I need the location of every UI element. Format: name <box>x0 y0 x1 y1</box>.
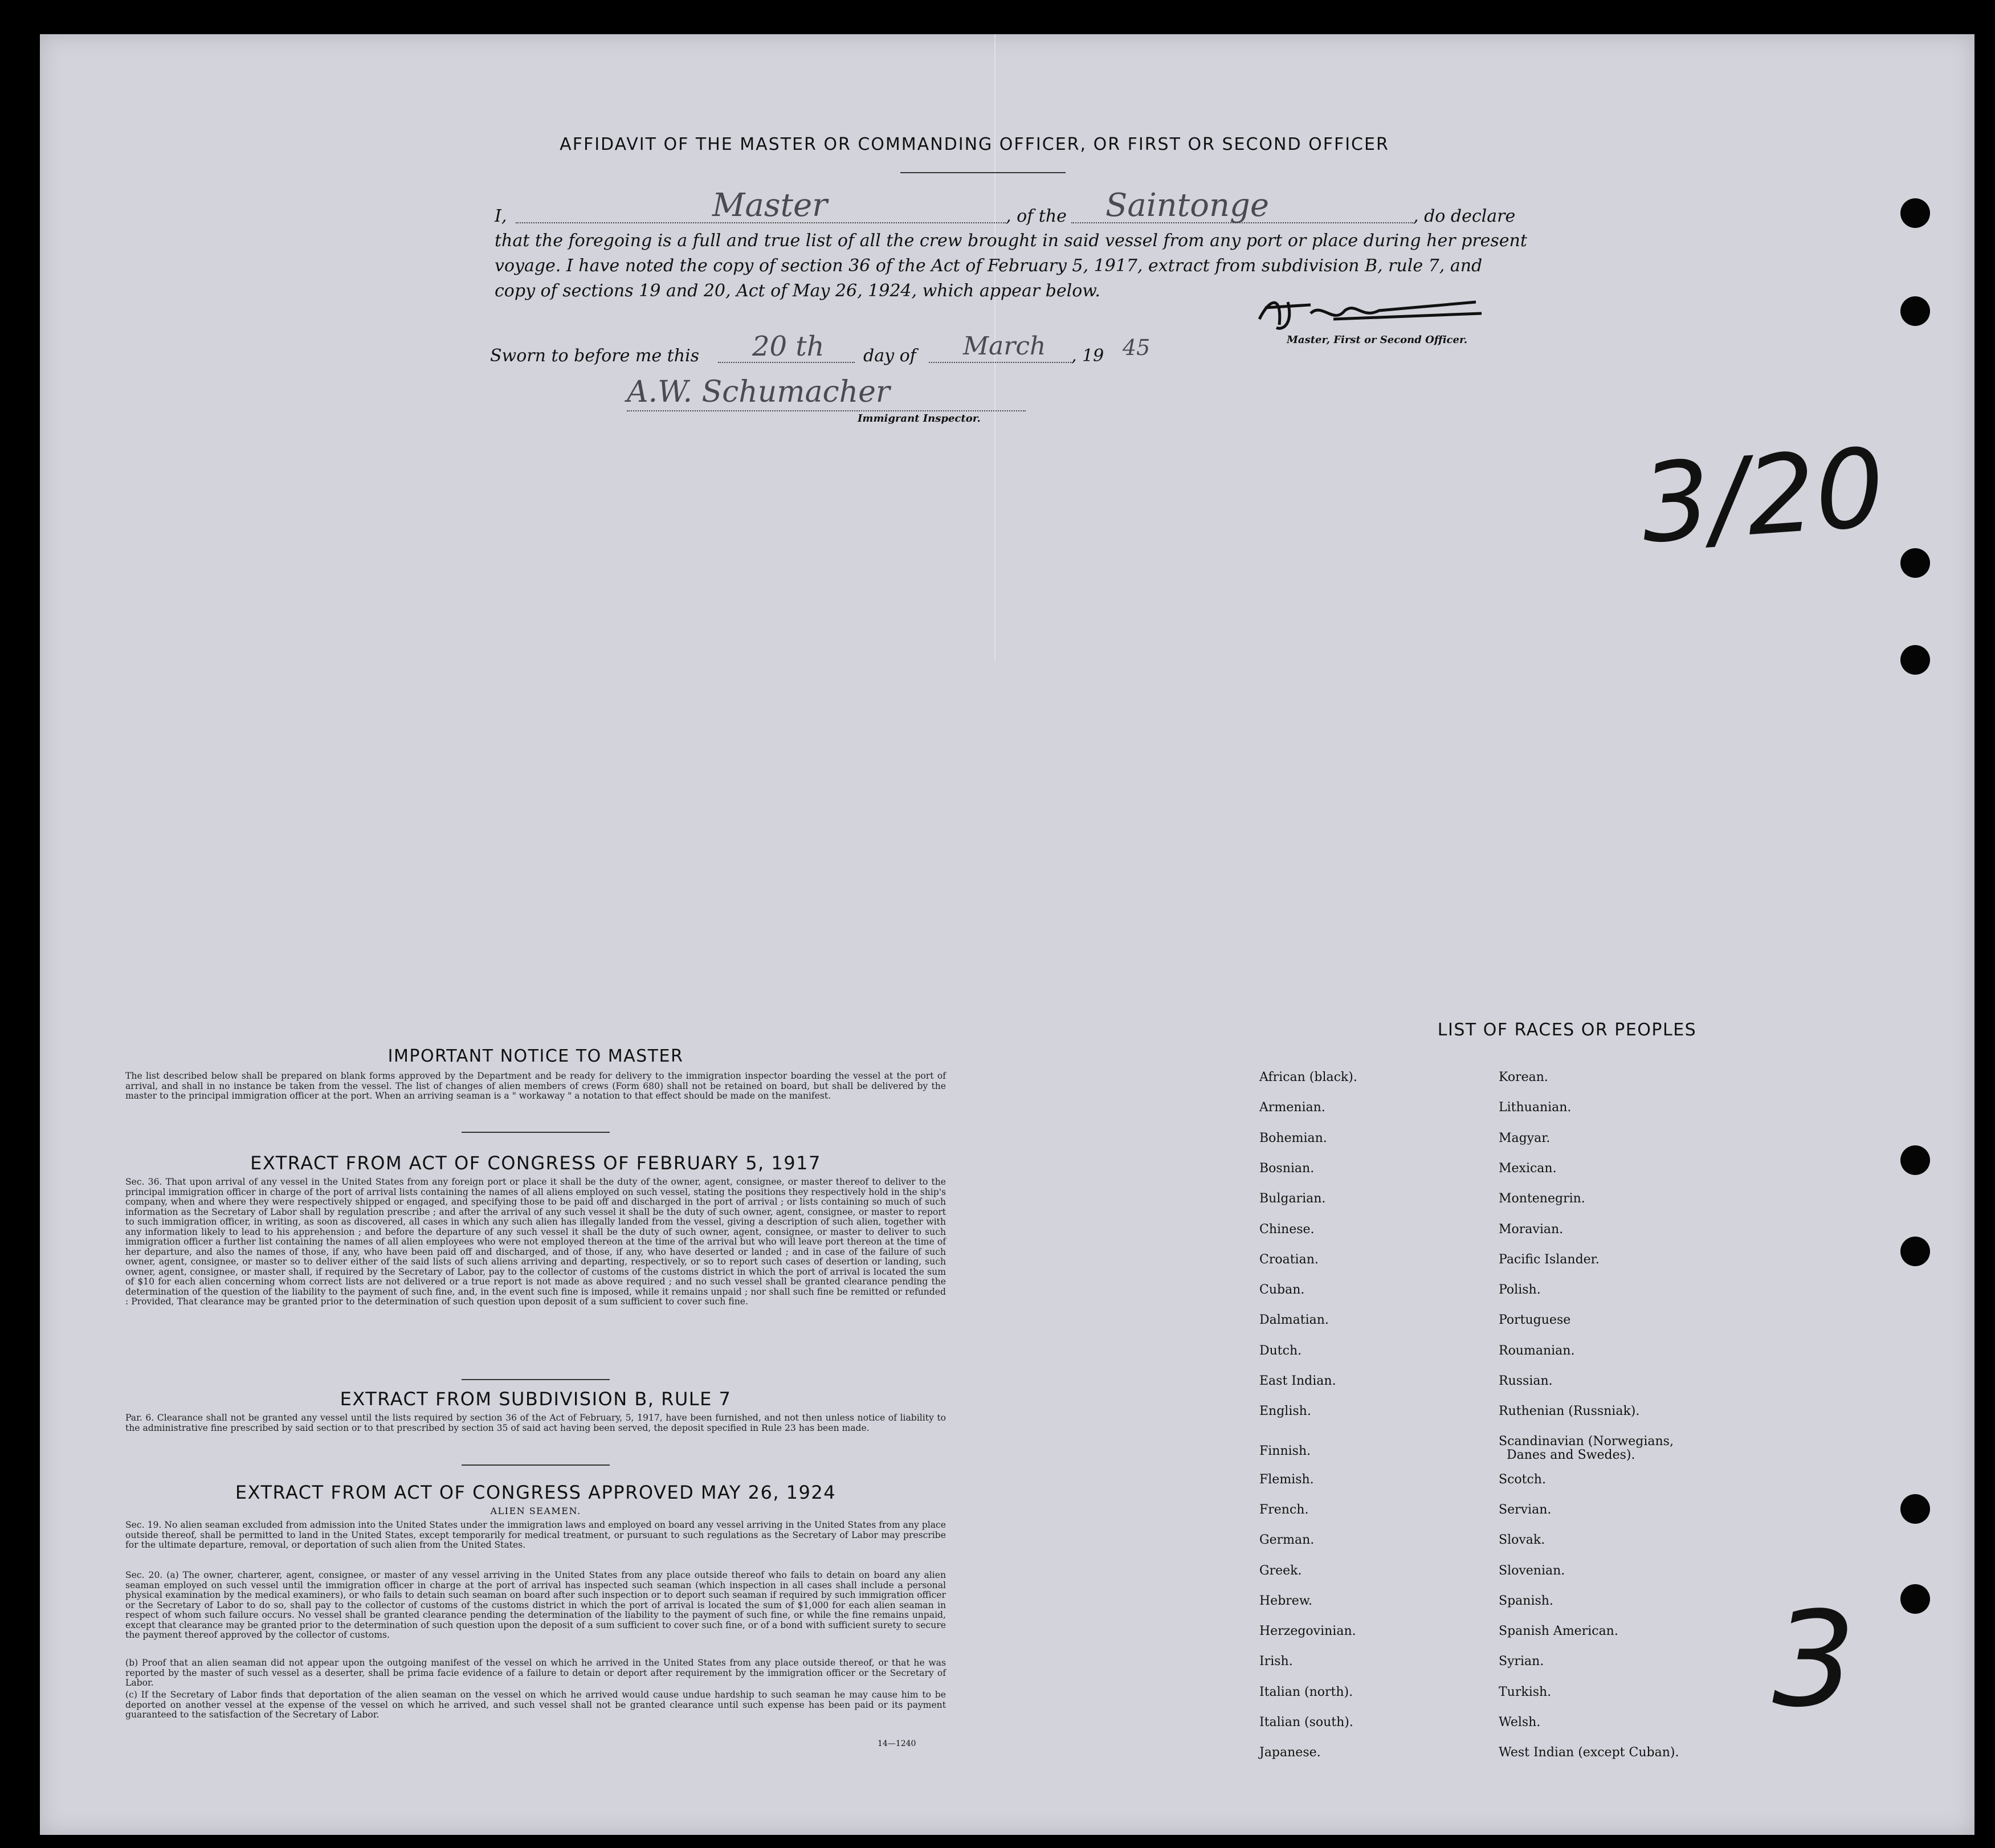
race-right-item: Lithuanian. <box>1499 1100 1572 1115</box>
race-right-item: Mexican. <box>1499 1161 1557 1176</box>
race-right-item: Moravian. <box>1499 1222 1564 1237</box>
race-left-item: Croatian. <box>1259 1252 1319 1267</box>
race-right-item: Magyar. <box>1499 1131 1551 1145</box>
handwritten-day: 20 th <box>752 331 825 362</box>
race-right-item: Roumanian. <box>1499 1343 1575 1358</box>
notice-text: The list described below shall be prepared on blank forms approved by the Department and be ready for delivery to the immigration inspector boarding the vessel at the port of arrival, and shall in no instance be taken from the vessel. The list of changes of alien members of crews (Form 680) shall not be retained on board, but shall be delivered by the master to the principal immigration officer at the port. When an arriving seaman is a " workaway " a notation to that effect should be made on the manifest. <box>125 1071 946 1101</box>
sworn-year-prefix: , 19 <box>1071 346 1104 366</box>
extract-1917-text: Sec. 36. That upon arrival of any vessel in the United States from any foreign port or place it shall be the duty of the owner, agent, consignee, or master thereof to deliver to the principal immigration officer in charge of the port of arrival lists containing the names of all aliens employed on such vessel, stating the positions they respectively hold in the ship's company, when and where they were respectively shipped or engaged, and specifying those to be paid off and discharged in the port of arrival ; or lists containing so much of such information as the Secretary of Labor shall by regulation prescribe ; and after the arrival of any such vessel it shall be the duty of such owner, agent, consignee, or master to report to such immigration officer, in writing, as soon as discovered, all cases in which any such alien has illegally landed from the vessel, giving a description of such alien, together with any information likely to lead to his apprehension ; and before the departure of any such vessel it shall be the duty of such owner, agent, consignee, or master to deliver to such immigration officer a further list containing the names of all alien employees who were not employed thereon at the time of the arrival but who will leave port thereon at the time of her departure, and also the names of those, if any, who have been paid off and discharged, and of those, if any, who have deserted or landed ; and in case of the failure of such owner, agent, consignee, or master so to deliver either of the said lists of such aliens arriving and departing, respectively, or so to report such cases of desertion or landing, such owner, agent, consignee, or master shall, if required by the Secretary of Labor, pay to the collector of customs of the customs district in which the port of arrival is located the sum of $10 for each alien concerning whom correct lists are not delivered or a true report is not made as above required ; and no such vessel shall be granted clearance pending the determination of the question of the liability to the payment of such fine, and, in the event such fine is imposed, while it remains unpaid ; nor shall such fine be remitted or refunded : Provided, That clearance may be granted prior to the determination of such question upon deposit of a sum sufficient to cover such fine. <box>125 1177 946 1307</box>
race-left-item: Japanese. <box>1259 1745 1321 1760</box>
race-left-item: Finnish. <box>1259 1444 1311 1459</box>
race-left-item: East Indian. <box>1259 1374 1336 1388</box>
extract-1924-sec20a: Sec. 20. (a) The owner, charterer, agent, consignee, or master of any vessel arriving in the United States from any place outside thereof who fails to detain on board any alien seaman employed on such vessel until the immigration officer in charge at the port of arrival has inspected such seaman (which inspection in all cases shall include a personal physical examination by the medical examiners), or who fails to detain such seaman on board after such inspection or to deport such seaman if required by such immigration officer or the Secretary of Labor to do so, shall pay to the collector of customs of the customs district in which the port of arrival is located the sum of $1,000 for each alien seaman in respect of whom such failure occurs. No vessel shall be granted clearance pending the determination of the liability to the payment of such fine, or while the fine remains unpaid, except that clearance may be granted prior to the determination of such question upon the deposit of a sum sufficient to cover such fine, or of a bond with sufficient surety to secure the payment thereof approved by the collector of customs. <box>125 1570 946 1640</box>
race-left-item: German. <box>1259 1533 1315 1548</box>
race-right-item: Scotch. <box>1499 1472 1546 1487</box>
binding-hole <box>1900 548 1930 578</box>
race-right-item: Spanish. <box>1499 1593 1553 1608</box>
race-left-item: Italian (north). <box>1259 1684 1353 1699</box>
notice-divider <box>462 1132 610 1133</box>
race-left-item: French. <box>1259 1502 1309 1517</box>
race-left-item: Chinese. <box>1259 1222 1315 1237</box>
declaration-line-3: voyage. I have noted the copy of section 36 of the Act of February 5, 1917, extract from subdivision B, rule 7, and <box>495 256 1483 276</box>
binding-hole <box>1900 296 1930 326</box>
races-title: LIST OF RACES OR PEOPLES <box>1437 1020 1697 1040</box>
race-left-item: Cuban. <box>1259 1283 1305 1298</box>
extract-1924-subtitle: ALIEN SEAMEN. <box>490 1506 581 1516</box>
race-right-item: West Indian (except Cuban). <box>1499 1745 1679 1760</box>
extract-rule7-divider <box>462 1464 610 1466</box>
extract-1924-sec20b: (b) Proof that an alien seaman did not appear upon the outgoing manifest of the vessel on which he arrived in the United States from any place outside thereof, or that he was reported by the master of such vessel as a deserter, shall be prima facie evidence of a failure to detain or deport after requirement by the immigration officer or the Secretary of Labor. <box>125 1658 946 1688</box>
title-divider <box>900 172 1066 173</box>
binding-hole <box>1900 198 1930 228</box>
affidavit-title: AFFIDAVIT OF THE MASTER OR COMMANDING OFFICER, OR FIRST OR SECOND OFFICER <box>560 134 1389 154</box>
extract-rule7-title: EXTRACT FROM SUBDIVISION B, RULE 7 <box>340 1388 732 1410</box>
handwritten-inspector: A.W. Schumacher <box>627 375 890 409</box>
extract-rule7-text: Par. 6. Clearance shall not be granted any vessel until the lists required by section 36 of the Act of February, 5, 1917, have been furnished, and not then unless notice of liability to the administrative fine prescribed by said section or to that prescribed by section 35 of said act having been served, the deposit specified in Rule 23 has been made. <box>125 1413 946 1433</box>
extract-1917-divider <box>462 1379 610 1380</box>
race-left-item: Herzegovinian. <box>1259 1624 1356 1639</box>
race-right-item: Servian. <box>1499 1502 1552 1517</box>
inspector-blank <box>627 410 1026 411</box>
notice-title: IMPORTANT NOTICE TO MASTER <box>387 1046 684 1066</box>
race-left-item: Bulgarian. <box>1259 1192 1326 1206</box>
race-left-item: African (black). <box>1259 1070 1357 1084</box>
form-number: 14—1240 <box>878 1739 916 1748</box>
binding-hole <box>1900 1584 1930 1614</box>
binding-hole <box>1900 1237 1930 1266</box>
race-right-item: Pacific Islander. <box>1499 1252 1600 1267</box>
handwritten-vessel: Saintonge <box>1105 187 1269 224</box>
master-signature <box>1248 285 1487 342</box>
race-right-item: Welsh. <box>1499 1715 1541 1729</box>
binding-hole <box>1900 1145 1930 1175</box>
race-right-item: Ruthenian (Russniak). <box>1499 1404 1640 1419</box>
signature-caption: Master, First or Second Officer. <box>1287 334 1468 346</box>
race-left-item: Dutch. <box>1259 1343 1302 1358</box>
declaration-suffix: , do declare <box>1413 206 1516 226</box>
race-right-item: Portuguese <box>1499 1313 1571 1328</box>
extract-1924-sec19: Sec. 19. No alien seaman excluded from admission into the United States under the immigration laws and employed on board any vessel arriving in the United States from any place outside thereof, shall be permitted to land in the United States, except temporarily for medical treatment, or pursuant to such regulations as the Secretary of Labor may prescribe for the ultimate departure, removal, or deportation of such alien from the United States. <box>125 1520 946 1550</box>
declaration-mid: , of the <box>1006 206 1067 226</box>
race-left-item: Bohemian. <box>1259 1131 1327 1145</box>
declaration-line-4: copy of sections 19 and 20, Act of May 26, 1924, which appear below. <box>495 281 1100 301</box>
race-left-item: Armenian. <box>1259 1100 1325 1115</box>
extract-1924-title: EXTRACT FROM ACT OF CONGRESS APPROVED MAY 26, 1924 <box>235 1482 837 1503</box>
race-left-item: Irish. <box>1259 1654 1293 1669</box>
race-left-item: Hebrew. <box>1259 1593 1313 1608</box>
extract-1917-title: EXTRACT FROM ACT OF CONGRESS OF FEBRUARY 5, 1917 <box>250 1152 821 1174</box>
race-right-item: Russian. <box>1499 1374 1553 1388</box>
race-right-item: Korean. <box>1499 1070 1548 1084</box>
race-left-item: English. <box>1259 1404 1311 1419</box>
date-annotation: 3/20 <box>1637 425 1888 568</box>
binding-hole <box>1900 645 1930 675</box>
handwritten-master: Master <box>712 187 827 224</box>
declaration-prefix: I, <box>495 206 507 226</box>
extract-1924-sec20c: (c) If the Secretary of Labor finds that deportation of the alien seaman on the vessel on which he arrived would cause undue hardship to such seaman he may cause him to be deported on another vessel at the expense of the vessel on which he arrived, and such vessel shall not be granted clearance until such expense has been paid or its payment guaranteed to the satisfaction of the Secretary of Labor. <box>125 1690 946 1720</box>
race-left-item: Dalmatian. <box>1259 1313 1329 1328</box>
race-left-item: Greek. <box>1259 1563 1302 1578</box>
race-right-item: Montenegrin. <box>1499 1192 1585 1206</box>
race-left-item: Italian (south). <box>1259 1715 1353 1729</box>
month-blank <box>929 362 1071 363</box>
race-right-item: Polish. <box>1499 1283 1541 1298</box>
inspector-caption: Immigrant Inspector. <box>858 413 981 425</box>
sworn-day-label: day of <box>863 346 916 366</box>
race-right-item: Syrian. <box>1499 1654 1544 1669</box>
race-right-item: Scandinavian (Norwegians, Danes and Swedes). <box>1499 1434 1674 1463</box>
document-page <box>40 34 1974 1835</box>
handwritten-year: 45 <box>1123 335 1151 360</box>
race-right-item: Slovenian. <box>1499 1563 1565 1578</box>
handwritten-month: March <box>963 332 1046 361</box>
race-right-item: Turkish. <box>1499 1684 1552 1699</box>
race-left-item: Flemish. <box>1259 1472 1314 1487</box>
page-number-annotation: 3 <box>1772 1584 1856 1736</box>
race-right-item: Slovak. <box>1499 1533 1545 1548</box>
race-left-item: Bosnian. <box>1259 1161 1315 1176</box>
binding-hole <box>1900 1494 1930 1524</box>
race-right-item: Spanish American. <box>1499 1624 1618 1639</box>
declaration-line-2: that the foregoing is a full and true list of all the crew brought in said vessel from any port or place during her present <box>495 231 1527 251</box>
sworn-prefix: Sworn to before me this <box>490 346 700 366</box>
